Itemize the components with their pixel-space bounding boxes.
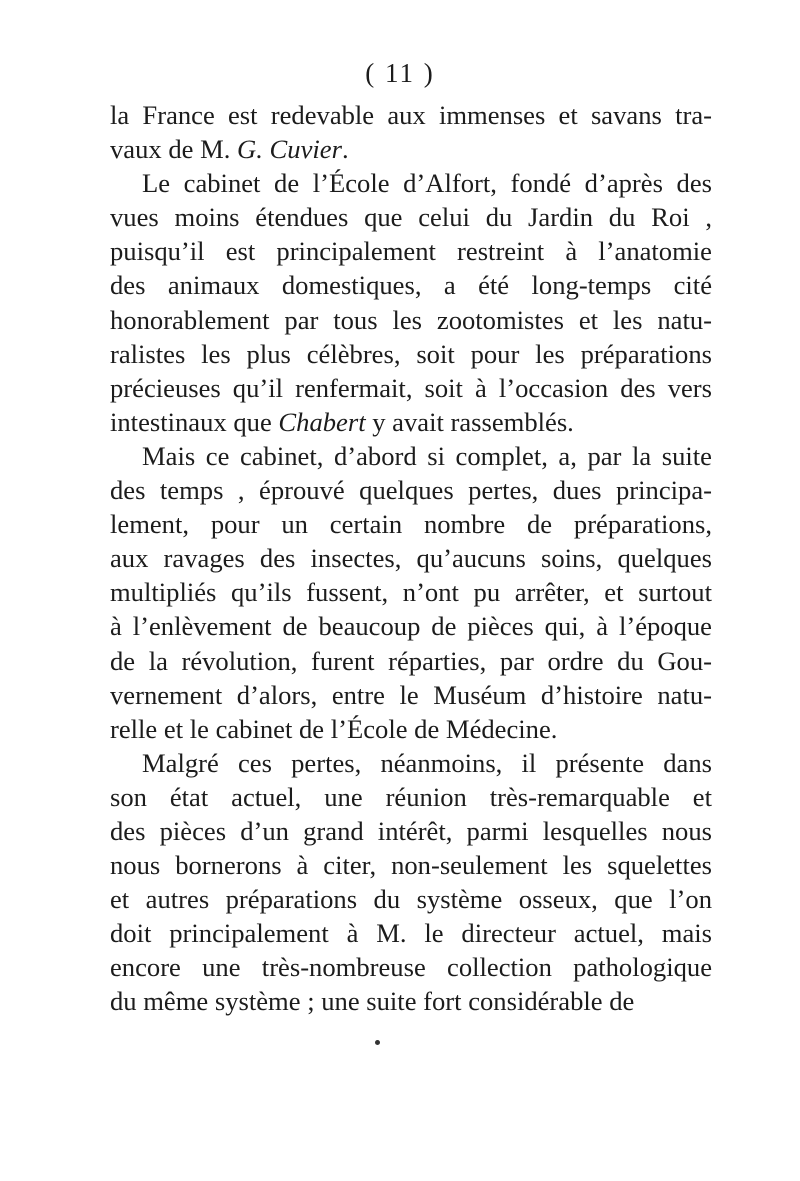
text-line [110,541,712,575]
text-line [110,371,712,405]
text-run: Mais ce cabinet, d’abord si complet, a, par la suite [142,440,712,471]
text-line [110,814,712,848]
text-run: précieuses qu’il renfermait, soit à l’occasion des vers [110,372,712,403]
text-line [110,439,712,473]
text-line [110,609,712,643]
text-run: des pièces d’un grand intérêt, parmi lesquelles nous [110,815,712,846]
text-line [110,780,712,814]
text-line [110,98,712,132]
text-run: ralistes les plus célèbres, soit pour les préparations [110,338,712,369]
text-line [110,678,712,712]
text-run: puisqu’il est principalement restreint à l’anatomie [110,236,712,267]
text-run: multipliés qu’ils fussent, n’ont pu arrêter, et surtout [110,577,712,608]
text-line [110,405,712,439]
text-run: honorablement par tous les zootomistes et les natu- [110,304,712,335]
text-line [110,848,712,882]
text-run: doit principalement à M. le directeur actuel, mais [110,918,712,949]
text-line [110,303,712,337]
text-run: Malgré ces pertes, néanmoins, il présente dans [142,747,712,778]
text-line [110,746,712,780]
text-line [110,644,712,678]
text-run: Le cabinet de l’École d’Alfort, fondé d’après des [142,168,712,199]
text-line [110,200,712,234]
text-line [110,882,712,916]
text-line [110,950,712,984]
text-run: relle et le cabinet de l’École de Médecine. [110,713,558,744]
text-line [110,234,712,268]
text-line [110,132,712,166]
page-number: ( 11 ) [365,58,435,88]
text-line [110,166,712,200]
ink-dot [375,1040,380,1045]
text-run: des temps , éprouvé quelques pertes, dues principa- [110,475,712,506]
text-line [110,984,712,1018]
text-run: intestinaux que [110,406,279,437]
italic-text: Chabert [278,406,366,437]
text-run: son état actuel, une réunion très-remarquable et [110,781,712,812]
text-run: y avait rassemblés. [365,406,574,437]
text-run: la France est redevable aux immenses et savans tra- [110,100,712,130]
text-run: vernement d’alors, entre le Muséum d’histoire natu- [110,679,712,710]
text-line [110,575,712,609]
text-run: . [341,134,349,165]
text-run: à l’enlèvement de beaucoup de pièces qui, à l’époque [110,611,712,642]
text-line [110,507,712,541]
text-run: du même système ; une suite fort considérable de [110,986,635,1017]
text-run: vues moins étendues que celui du Jardin du Roi , [110,202,712,233]
text-line [110,916,712,950]
text-run: lement, pour un certain nombre de préparations, [110,509,712,540]
text-run: encore une très-nombreuse collection pathologique [110,952,712,983]
text-run: et autres préparations du système osseux, que l’on [110,884,712,915]
text-run: des animaux domestiques, a été long-temps cité [110,270,712,301]
text-line [110,337,712,371]
text-run: de la révolution, furent réparties, par ordre du Gou- [110,645,712,676]
text-run: aux ravages des insectes, qu’aucuns soins, quelques [110,543,712,574]
text-line [110,268,712,302]
text-line [110,473,712,507]
body-text [110,98,712,1019]
text-line [110,712,712,746]
italic-text: G. Cuvier [237,134,342,165]
text-run: nous bornerons à citer, non-seulement les squelettes [110,850,712,881]
text-run: vaux de M. [110,134,238,165]
